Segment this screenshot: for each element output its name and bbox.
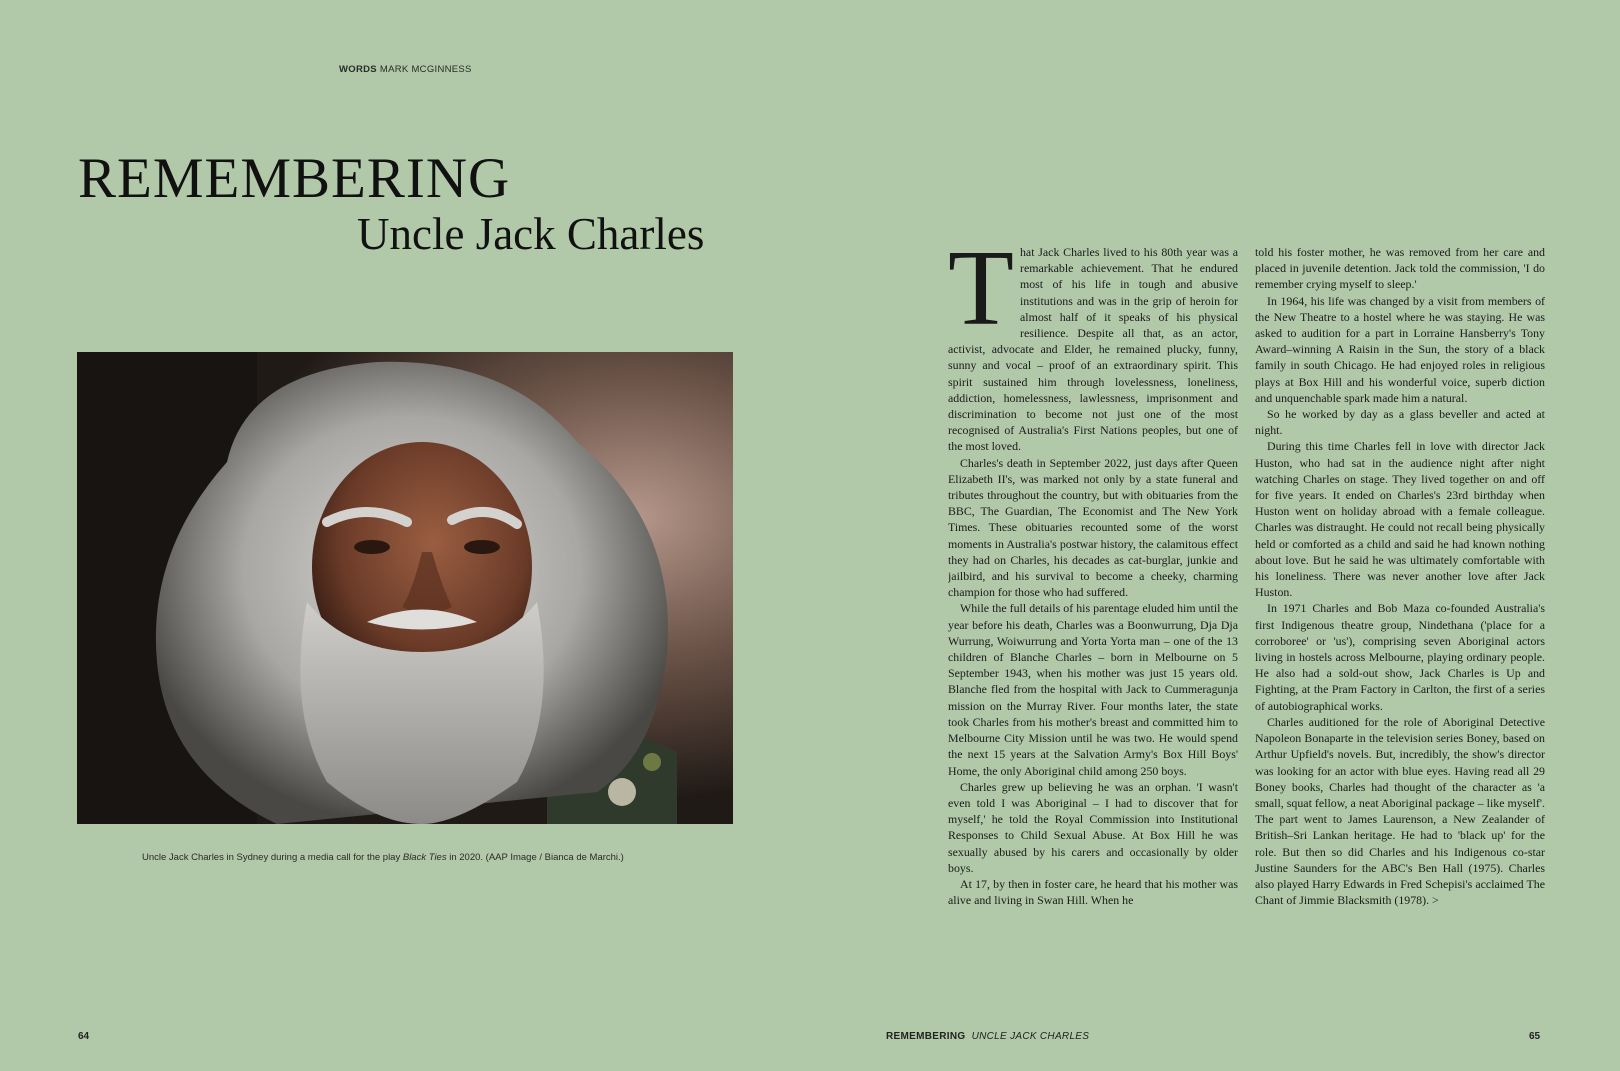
page-number-right: 65 xyxy=(1529,1031,1541,1042)
page-number-left: 64 xyxy=(78,1031,90,1042)
portrait-photo xyxy=(77,352,733,824)
photo-caption xyxy=(142,852,624,863)
paragraph: Charles grew up believing he was an orphan. 'I wasn't even told I was Aboriginal – I had to discover that for myself,' he told the Royal Commission into Institutional Responses to Child Sexual Abuse. At Box Hill he was sexually abused by his carers and occasionally by older boys. xyxy=(948,779,1238,875)
footer-section: REMEMBERING xyxy=(886,1031,966,1042)
byline xyxy=(339,64,472,75)
byline-author: MARK MCGINNESS xyxy=(379,64,472,75)
caption-credit: in 2020. (AAP Image / Bianca de Marchi.) xyxy=(446,852,624,863)
caption-text: Uncle Jack Charles in Sydney during a media call for the play xyxy=(142,852,403,863)
paragraph: At 17, by then in foster care, he heard that his mother was alive and living in Swan Hill. When he xyxy=(948,876,1238,908)
byline-label: WORDS xyxy=(339,64,377,75)
running-footer xyxy=(886,1031,1089,1042)
footer-subject: UNCLE JACK CHARLES xyxy=(971,1031,1090,1042)
paragraph: While the full details of his parentage eluded him until the year before his death, Charles was a Boonwurrung, Dja Dja Wurrung, Woiwurrung and Yorta Yorta man – one of the 13 children of Blanche Charles – born in Melbourne on 5 September 1943, when his mother was just 15 years old. Blanche fled from the hospital with Jack to Cummeragunja mission on the Murray River. Four months later, the state took Charles from his mother's breast and committed him to Melbourne City Mission until he was two. He would spend the next 15 years at the Salvation Army's Box Hill Boys' Home, the only Aboriginal child among 250 boys. xyxy=(948,601,1238,778)
paragraph: So he worked by day as a glass beveller and acted at night. xyxy=(1255,407,1545,438)
paragraph: Charles's death in September 2022, just days after Queen Elizabeth II's, was marked not only by a state funeral and tributes throughout the country, but with obituaries from the BBC, The Guardian, The Economist and The New York Times. These obituaries recounted some of the worst moments in Australia's postwar history, the calamitous effect they had on Charles, his decades as cat-burglar, junkie and jailbird, and his survival to become a cheeky, charming champion for those who had suffered. xyxy=(948,455,1238,600)
paragraph: In 1964, his life was changed by a visit from members of the New Theatre to a hostel where he was staying. He was asked to audition for a part in Lorraine Hansberry's Tony Award–winning A Raisin in the Sun, the story of a black family in south Chicago. He had enjoyed roles in religious plays at Box Hill and his wonderful voice, superb diction and unquenchable spark made him a natural. xyxy=(1255,293,1545,405)
paragraph: Charles auditioned for the role of Aboriginal Detective Napoleon Bonaparte in the television series Boney, based on Arthur Upfield's novels. But, incredibly, the show's director was looking for an actor with blue eyes. Having read all 29 Boney books, Charles had thought of the character as 'a small, squat fellow, a neat Aboriginal package – like myself'. The part went to James Laurenson, a New Zealander of British–Sri Lankan heritage. He had to 'black up' for the role. But then so did Charles and his Indigenous co-star Justine Saunders for the ABC's Ben Hall (1975). Charles also played Harry Edwards in Fred Schepisi's acclaimed The Chant of Jimmie Blacksmith (1978). > xyxy=(1255,714,1545,908)
article-column-2 xyxy=(1255,244,1545,1004)
drop-cap: T xyxy=(948,244,1014,348)
paragraph: During this time Charles fell in love with director Jack Huston, who had sat in the audience night after night watching Charles on stage. They lived together on and off for five years. It ended on Charles's 23rd birthday when Huston went on holiday abroad with a female colleague. Charles was distraught. He could not recall being physically held or comforted as a child and said he had known nothing about love. But he said he was ultimately comfortable with his loneliness. There was never another love after Jack Huston. xyxy=(1255,439,1545,600)
article-column-1 xyxy=(948,244,1238,1004)
paragraph: told his foster mother, he was removed from her care and placed in juvenile detention. Jack told the commission, 'I do remember crying myself to sleep.' xyxy=(1255,245,1545,292)
paragraph: hat Jack Charles lived to his 80th year was a remarkable achievement. That he endured most of his life in tough and abusive institutions and was in the grip of heroin for almost half of it speaks of his physical resilience. Despite all that, as an actor, activist, advocate and Elder, he remained plucky, funny, sunny and vocal – proof of an extraordinary spirit. This spirit sustained him through lovelessness, loneliness, addiction, homelessness, lawlessness, imprisonment and discrimination to become not just one of the most recognised of Australia's First Nations peoples, but one of the most loved. xyxy=(948,245,1238,454)
page-title: REMEMBERING xyxy=(78,147,511,210)
portrait-illustration xyxy=(77,352,733,824)
caption-play-title: Black Ties xyxy=(402,852,447,863)
page-subtitle: Uncle Jack Charles xyxy=(357,209,705,259)
paragraph: In 1971 Charles and Bob Maza co-founded Australia's first Indigenous theatre group, Nindethana ('place for a corroboree' or 'us'), comprising seven Aboriginal actors living in hostels across Melbourne, playing ordinary people. He also had a sold-out show, Jack Charles is Up and Fighting, at the Pram Factory in Carlton, the first of a series of autobiographical works. xyxy=(1255,601,1545,713)
